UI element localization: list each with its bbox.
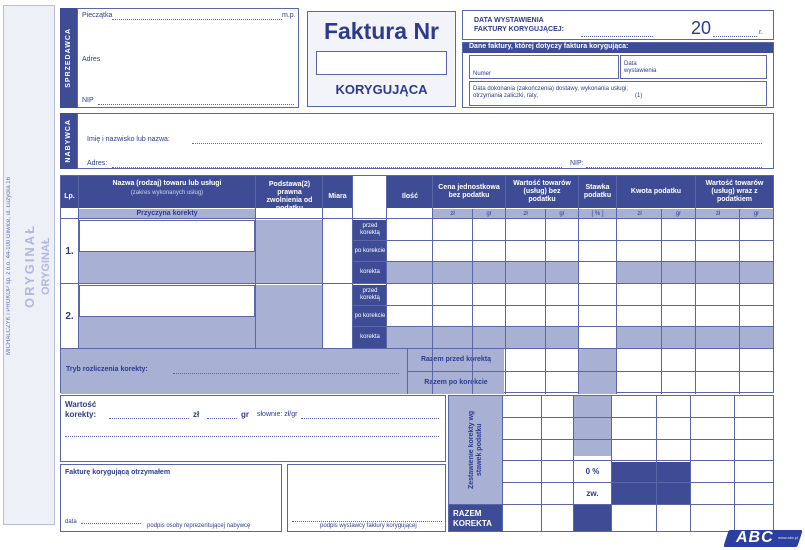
original-invoice-header: Dane faktury, której dotyczy faktura korygująca:	[463, 43, 773, 53]
issue-day-field[interactable]	[581, 36, 653, 37]
correction-label-1: Wartość	[65, 400, 97, 409]
header-unit-price: Cena jednostkowa bez podatku	[438, 184, 500, 199]
seller-box	[77, 8, 299, 108]
seller-address-label: Adres	[82, 56, 101, 63]
received-label: Fakturę korygującą otrzymałem	[65, 469, 171, 476]
row-2-lp: 2.	[65, 310, 74, 322]
seller-nip-label: NIP	[82, 97, 94, 104]
buyer-name-line[interactable]	[192, 143, 762, 144]
receiver-signature-box	[60, 464, 282, 532]
row-1-after: po korekcie	[353, 241, 387, 261]
row-1-correction: korekta	[353, 262, 387, 283]
row-2-reason-field[interactable]	[79, 317, 255, 348]
header-qty: Ilość	[402, 193, 418, 200]
correction-gr-field[interactable]	[207, 418, 237, 419]
buyer-box	[77, 113, 774, 169]
issuer-signature-label: podpis wystawcy faktury korygującej	[320, 523, 417, 529]
issue-year-prefix: 20	[691, 18, 712, 38]
buyer-address-label: Adres:	[87, 160, 108, 167]
side-fine-print: MICHALCZYK i PROKOP sp. z o.o. 44-100 Gliwice, ul. Łużycka 16	[6, 177, 12, 356]
correction-words-field[interactable]	[301, 418, 439, 419]
logo-text: ABC	[736, 529, 774, 546]
side-strip	[3, 5, 55, 525]
orig-completion-field[interactable]: Data dokonania (zakończenia) dostawy, wykonania usługi; otrzymania zaliczki, raty, (1)	[469, 81, 767, 106]
correction-words-field-2[interactable]	[65, 436, 439, 437]
settlement-mode-line[interactable]	[173, 373, 399, 374]
row-2-correction: korekta	[353, 327, 387, 348]
correction-zl-field[interactable]	[109, 418, 189, 419]
orig-number-field[interactable]: Numer	[469, 55, 619, 79]
header-name: Nazwa (rodzaj) towaru lub usługi	[112, 180, 222, 187]
seller-section-label: SPRZEDAWCA	[60, 8, 77, 108]
row-1-name-field[interactable]	[79, 220, 255, 252]
buyer-nip-label: NIP:	[570, 160, 584, 167]
buyer-nip-line[interactable]	[586, 167, 762, 168]
header-unit: Miara	[328, 193, 347, 200]
side-watermark: ORYGINAŁ	[22, 223, 37, 309]
header-net-value: Wartość towarów (usług) bez podatku	[513, 180, 571, 203]
row-1-lp: 1.	[65, 245, 74, 257]
abc-logo	[726, 527, 804, 549]
total-before-label: Razem przed korektą	[408, 349, 504, 371]
title-subtitle: KORYGUJĄCA	[335, 82, 428, 97]
date-label: data	[65, 519, 77, 525]
issue-label-2: FAKTURY KORYGUJĄCEJ:	[474, 26, 564, 33]
header-basis: Podstawa(2) prawna zwolnienia od podatku	[266, 181, 313, 212]
vat-summary-total: RAZEM KOREKTA	[449, 505, 502, 531]
exempt-label: zw.	[586, 488, 599, 498]
logo-small: www.abc.pl	[778, 535, 799, 540]
row-2-name-field[interactable]	[79, 285, 255, 317]
vat-summary	[448, 395, 774, 532]
zero-rate-label: 0 %	[585, 466, 600, 476]
header-name-sub: (zakres wykonanych usług)	[130, 190, 204, 196]
issue-date-box	[462, 10, 774, 40]
title-main: Faktura Nr	[323, 18, 440, 44]
header-vat-amount: Kwota podatku	[630, 188, 682, 195]
header-gross-value: Wartość towarów (usług) wraz z podatkiem	[705, 180, 764, 203]
stamp-label: Pieczątka	[82, 12, 113, 19]
zero-rate-vat-cell	[612, 462, 690, 504]
correction-label-2: korekty:	[65, 410, 97, 419]
correction-gr-label: gr	[241, 410, 249, 419]
row-1-reason-field[interactable]	[79, 252, 255, 283]
total-after-label: Razem po korekcie	[408, 372, 504, 394]
invoice-number-field[interactable]	[316, 51, 447, 75]
items-table: Lp. Nazwa (rodzaj) towaru lub usługi (zakres wykonanych usług) Przyczyna korekty Podstawa(2) prawna zwolnienia od podatku Miara Ilość Cena jednostkowa bez podatku Wartość towarów (usług) bez podatku Stawka podatku Kwota podatku Wartość towarów (usług) wraz z podatkiem zł gr zł gr [ % ] zł gr zł gr 1. przed korektą po korekcie korekta 2. przed korektą po korekcie korekta Tryb rozliczenia korekty: Razem przed korektą Razem po korekcie	[60, 175, 774, 393]
buyer-name-label: Imię i nazwisko lub nazwa:	[87, 136, 170, 143]
vat-summary-label: Zestawienie korekty wg stawek podatku	[449, 396, 502, 504]
row-2-after: po korekcie	[353, 306, 387, 326]
issuer-signature-box	[287, 464, 446, 532]
place-label: m.p.	[282, 12, 296, 19]
header-reason: Przyczyna korekty	[136, 210, 198, 217]
correction-zl-label: zł	[193, 410, 200, 419]
correction-words-label: słownie: zł/gr	[257, 411, 298, 418]
issue-year-field[interactable]	[713, 36, 757, 37]
issue-year-suffix: r.	[759, 29, 763, 36]
issue-label-1: DATA WYSTAWIENIA	[474, 17, 544, 24]
stamp-line	[112, 19, 282, 20]
seller-nip-line[interactable]	[98, 104, 294, 105]
buyer-signature-label: podpis osoby reprezentującej nabywcę	[147, 523, 251, 529]
header-vat-rate: Stawka podatku	[583, 184, 612, 199]
buyer-address-line[interactable]	[112, 167, 562, 168]
buyer-section-label: NABYWCA	[60, 113, 77, 169]
orig-date-field[interactable]: Data wystawienia	[620, 55, 767, 79]
header-lp: Lp.	[64, 193, 75, 200]
row-2-before: przed korektą	[353, 285, 387, 305]
title-box	[307, 11, 456, 107]
row-1-before: przed korektą	[353, 220, 387, 240]
correction-value-box	[60, 395, 446, 462]
issuer-signature-field[interactable]	[292, 521, 442, 522]
settlement-mode-label: Tryb rozliczenia korekty:	[66, 366, 148, 373]
receiver-date-field[interactable]	[81, 523, 141, 524]
side-watermark-2: ORYGINAŁ	[40, 237, 52, 295]
original-invoice-box	[462, 42, 774, 108]
exempt-total-vat-cell	[574, 505, 611, 531]
